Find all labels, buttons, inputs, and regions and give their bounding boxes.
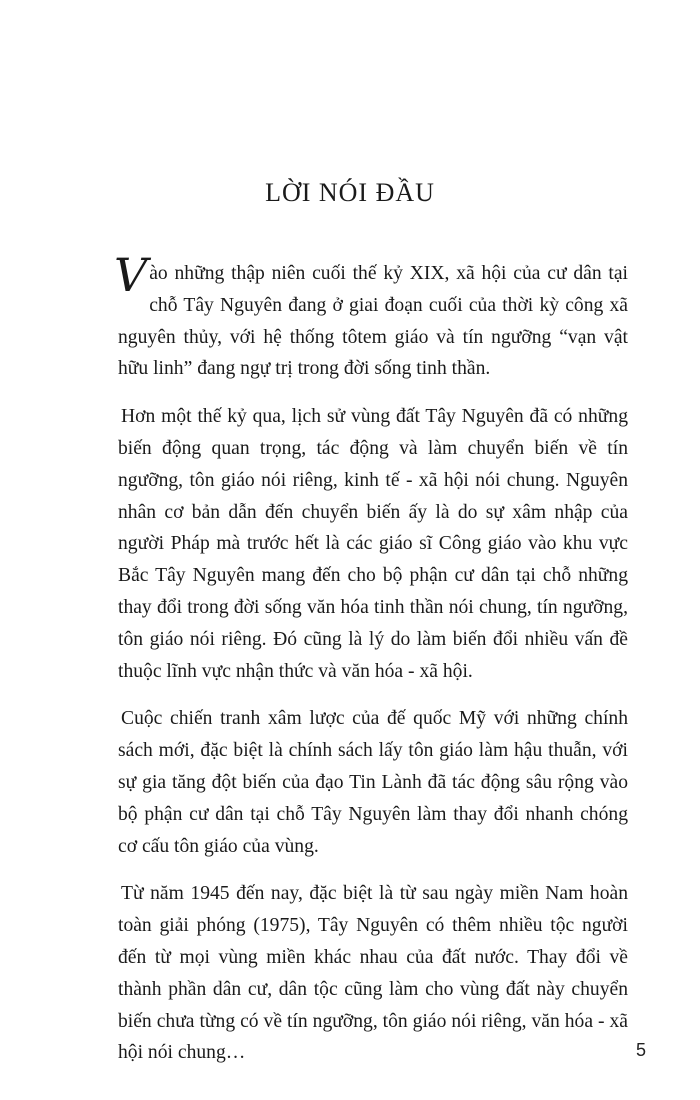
paragraph-4: Từ năm 1945 đến nay, đặc biệt là từ sau ngày miền Nam hoàn toàn giải phóng (1975), Tây Nguyên có thêm nhiều tộc người đến từ mọi vùng miền khác nhau của đất nước. Thay đổi về thành phần dân cư, dân tộc cũng làm cho vùng đất này chuyển biến chưa từng có về tín ngưỡng, tôn giáo nói riêng, văn hóa - xã hội nói chung… <box>118 883 628 1064</box>
paragraph-3: Cuộc chiến tranh xâm lược của đế quốc Mỹ với những chính sách mới, đặc biệt là chính sách lấy tôn giáo làm hậu thuẫn, với sự gia tăng đột biến của đạo Tin Lành đã tác động sâu rộng vào bộ phận cư dân tại chỗ Tây Nguyên làm thay đổi nhanh chóng cơ cấu tôn giáo của vùng. <box>118 708 628 857</box>
paragraph-1-text: ào những thập niên cuối thế kỷ XIX, xã hội của cư dân tại chỗ Tây Nguyên đang ở giai đoạn cuối của thời kỳ công xã nguyên thủy, với hệ thống tôtem giáo và tín ngưỡng “vạn vật hữu linh” đang ngự trị trong đời sống tinh thần. <box>118 263 628 380</box>
paragraph-2: Hơn một thế kỷ qua, lịch sử vùng đất Tây Nguyên đã có những biến động quan trọng, tác động và làm chuyển biến về tín ngưỡng, tôn giáo nói riêng, kinh tế - xã hội nói chung. Nguyên nhân cơ bản dẫn đến chuyển biến ấy là do sự xâm nhập của người Pháp mà trước hết là các giáo sĩ Công giáo vào khu vực Bắc Tây Nguyên mang đến cho bộ phận cư dân tại chỗ những thay đổi trong đời sống văn hóa tinh thần nói chung, tín ngưỡng, tôn giáo nói riêng. Đó cũng là lý do làm biến đổi nhiều vấn đề thuộc lĩnh vực nhận thức và văn hóa - xã hội. <box>118 406 628 682</box>
page-number: 5 <box>635 1040 646 1060</box>
drop-cap: V <box>114 248 148 302</box>
page-title: LỜI NÓI ĐẦU <box>265 178 435 207</box>
paragraph-1 <box>114 248 628 385</box>
body-text <box>114 248 628 1085</box>
